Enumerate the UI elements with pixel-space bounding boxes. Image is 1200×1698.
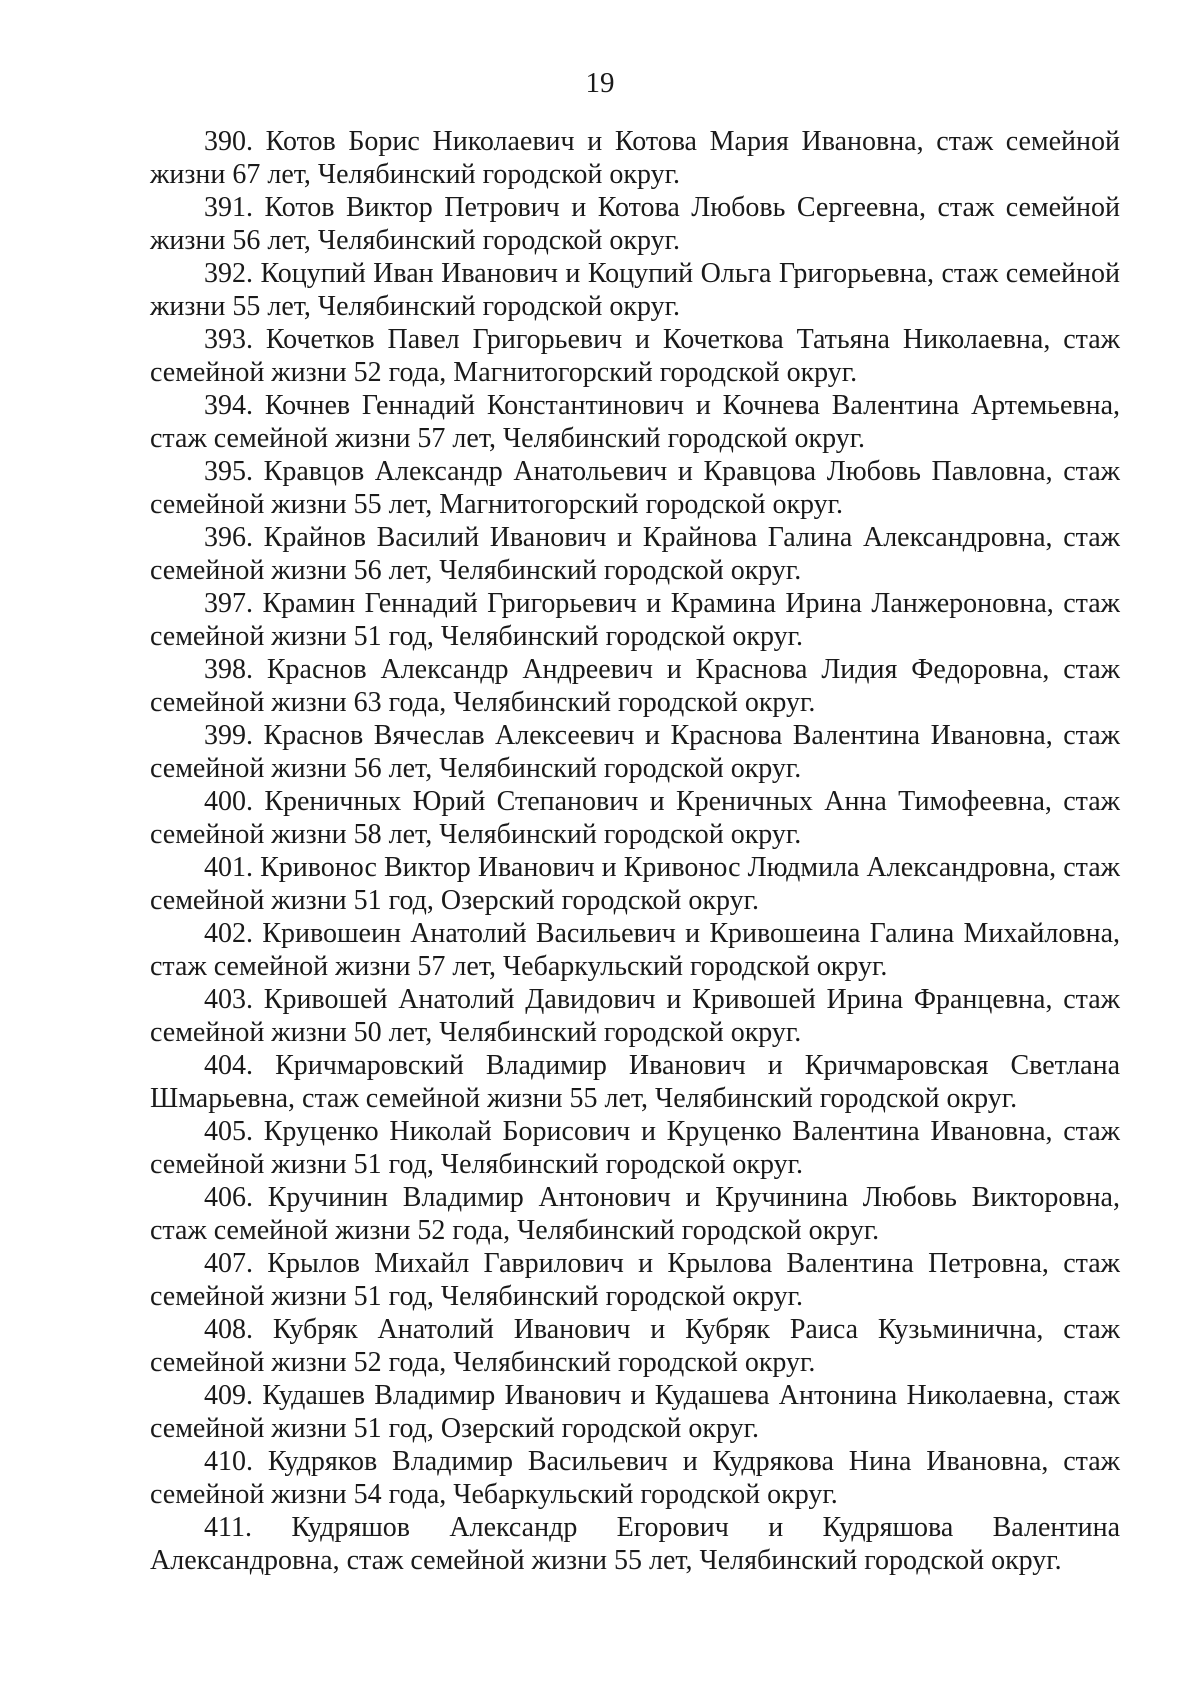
entry-number: 392. <box>204 258 253 289</box>
list-item <box>150 1446 1120 1511</box>
list-item <box>150 1512 1120 1577</box>
entry-text: Котов Виктор Петрович и Котова Любовь Сергеевна, стаж семейной жизни 56 лет, Челябинский городской округ. <box>150 192 1121 256</box>
entry-text: Кудашев Владимир Иванович и Кудашева Антонина Николаевна, стаж семейной жизни 51 год, Озерский городской округ. <box>150 1380 1120 1444</box>
list-item <box>150 984 1120 1049</box>
entry-number: 400. <box>204 786 253 817</box>
entry-number: 394. <box>204 390 253 421</box>
entry-text: Крамин Геннадий Григорьевич и Крамина Ирина Ланжероновна, стаж семейной жизни 51 год, Челябинский городской округ. <box>150 588 1121 652</box>
entry-number: 406. <box>204 1182 253 1213</box>
entry-number: 411. <box>204 1512 252 1543</box>
entry-number: 396. <box>204 522 253 553</box>
entry-text: Кочнев Геннадий Константинович и Кочнева Валентина Артемьевна, стаж семейной жизни 57 лет, Челябинский городской округ. <box>150 390 1121 454</box>
entry-text: Кубряк Анатолий Иванович и Кубряк Раиса Кузьминична, стаж семейной жизни 52 года, Челябинский городской округ. <box>150 1314 1120 1378</box>
entry-text: Кривошеин Анатолий Васильевич и Кривошеина Галина Михайловна, стаж семейной жизни 57 лет, Чебаркульский городской округ. <box>150 918 1121 982</box>
entry-text: Кричмаровский Владимир Иванович и Кричмаровская Светлана Шмарьевна, стаж семейной жизни 55 лет, Челябинский городской округ. <box>150 1050 1121 1114</box>
entry-number: 395. <box>204 456 253 487</box>
entry-text: Креничных Юрий Степанович и Креничных Анна Тимофеевна, стаж семейной жизни 58 лет, Челябинский городской округ. <box>150 786 1120 850</box>
entry-text: Круценко Николай Борисович и Круценко Валентина Ивановна, стаж семейной жизни 51 год, Челябинский городской округ. <box>150 1116 1121 1180</box>
list-item <box>150 1116 1120 1181</box>
entry-text: Краснов Вячеслав Алексеевич и Краснова Валентина Ивановна, стаж семейной жизни 56 лет, Челябинский городской округ. <box>150 720 1121 784</box>
list-item <box>150 456 1120 521</box>
list-item <box>150 1380 1120 1445</box>
list-item <box>150 720 1120 785</box>
entry-number: 393. <box>204 324 253 355</box>
list-item <box>150 654 1120 719</box>
entry-text: Котов Борис Николаевич и Котова Мария Ивановна, стаж семейной жизни 67 лет, Челябинский городской округ. <box>150 126 1121 190</box>
entry-text: Кудряшов Александр Егорович и Кудряшова Валентина Александровна, стаж семейной жизни 55 лет, Челябинский городской округ. <box>150 1512 1120 1576</box>
entry-number: 390. <box>204 126 253 157</box>
entry-number: 398. <box>204 654 253 685</box>
entry-number: 397. <box>204 588 253 619</box>
entry-number: 409. <box>204 1380 253 1411</box>
entry-number: 402. <box>204 918 253 949</box>
entry-text: Кудряков Владимир Васильевич и Кудрякова Нина Ивановна, стаж семейной жизни 54 года, Чебаркульский городской округ. <box>150 1446 1120 1510</box>
entry-text: Крылов Михайл Гаврилович и Крылова Валентина Петровна, стаж семейной жизни 51 год, Челябинский городской округ. <box>150 1248 1120 1312</box>
entry-number: 399. <box>204 720 253 751</box>
list-item <box>150 126 1120 191</box>
list-item <box>150 1050 1120 1115</box>
list-item <box>150 588 1120 653</box>
list-item <box>150 258 1120 323</box>
list-item <box>150 1248 1120 1313</box>
page-number: 19 <box>585 67 615 99</box>
entry-text: Крайнов Василий Иванович и Крайнова Галина Александровна, стаж семейной жизни 56 лет, Челябинский городской округ. <box>150 522 1120 586</box>
entry-number: 407. <box>204 1248 253 1279</box>
entry-text: Кривошей Анатолий Давидович и Кривошей Ирина Францевна, стаж семейной жизни 50 лет, Челябинский городской округ. <box>150 984 1120 1048</box>
entry-number: 408. <box>204 1314 253 1345</box>
entry-text: Краснов Александр Андреевич и Краснова Лидия Федоровна, стаж семейной жизни 63 года, Челябинский городской округ. <box>150 654 1120 718</box>
list-item <box>150 192 1120 257</box>
entry-text: Кочетков Павел Григорьевич и Кочеткова Татьяна Николаевна, стаж семейной жизни 52 года, Магнитогорский городской округ. <box>150 324 1120 388</box>
list-item <box>150 1314 1120 1379</box>
list-item <box>150 324 1120 389</box>
entry-number: 410. <box>204 1446 253 1477</box>
entry-number: 405. <box>204 1116 253 1147</box>
list-item <box>150 1182 1120 1247</box>
entry-number: 401. <box>204 852 253 883</box>
entry-number: 403. <box>204 984 253 1015</box>
entry-text: Кривонос Виктор Иванович и Кривонос Людмила Александровна, стаж семейной жизни 51 год, Озерский городской округ. <box>150 852 1120 916</box>
entry-list <box>150 126 1120 1578</box>
list-item <box>150 918 1120 983</box>
list-item <box>150 390 1120 455</box>
list-item <box>150 522 1120 587</box>
list-item <box>150 786 1120 851</box>
entry-number: 391. <box>204 192 253 223</box>
entry-number: 404. <box>204 1050 253 1081</box>
entry-text: Кручинин Владимир Антонович и Кручинина Любовь Викторовна, стаж семейной жизни 52 года, Челябинский городской округ. <box>150 1182 1120 1246</box>
entry-text: Коцупий Иван Иванович и Коцупий Ольга Григорьевна, стаж семейной жизни 55 лет, Челябинский городской округ. <box>150 258 1120 322</box>
entry-text: Кравцов Александр Анатольевич и Кравцова Любовь Павловна, стаж семейной жизни 55 лет, Магнитогорский городской округ. <box>150 456 1121 520</box>
list-item <box>150 852 1120 917</box>
